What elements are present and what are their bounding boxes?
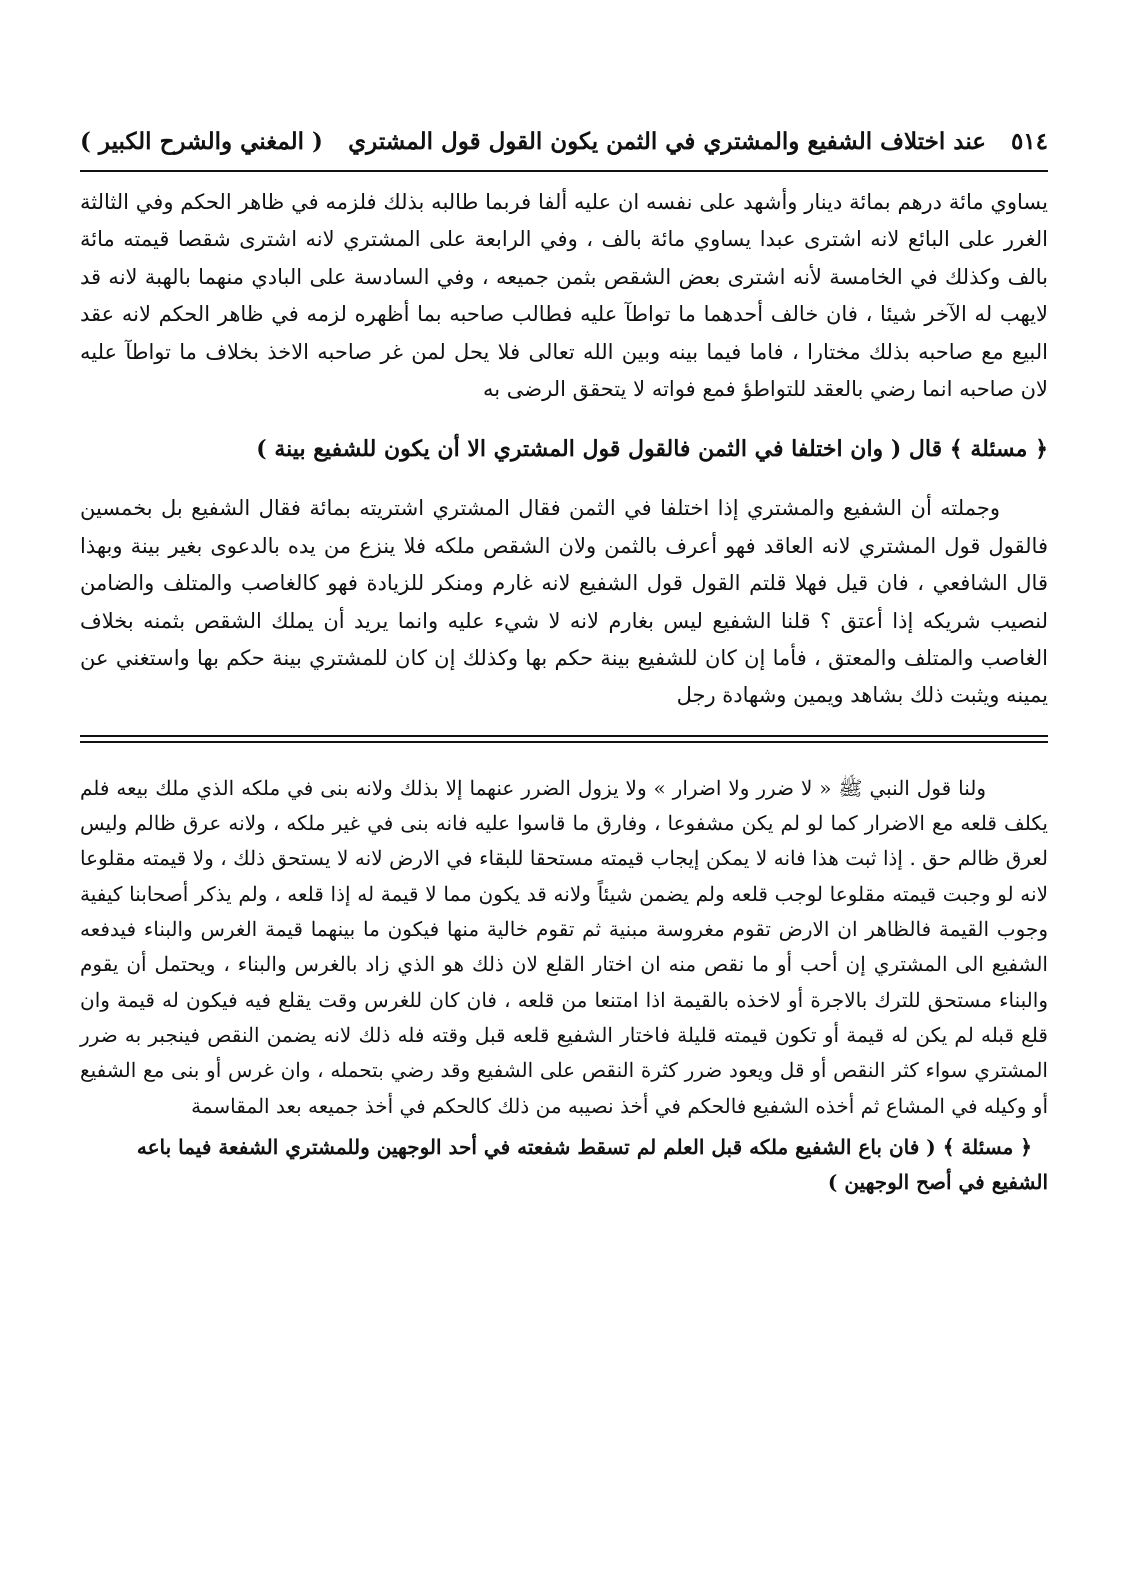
book-page (80, 118, 1048, 1200)
commentary-issue (80, 1130, 1048, 1201)
page-header (80, 118, 1048, 166)
book-title: ( المغني والشرح الكبير ) (80, 128, 323, 155)
main-paragraph-2 (80, 490, 1048, 714)
section-title: عند اختلاف الشفيع والمشتري في الثمن يكون القول قول المشتري (348, 128, 986, 155)
issue-heading: ﴿ مسئلة ﴾ قال ( وان اختلفا في الثمن فالقول قول المشتري الا أن يكون للشفيع بينة ) (256, 436, 1048, 463)
page-number: ٥١٤ (1010, 128, 1048, 155)
footnote-divider (80, 735, 1048, 743)
commentary-paragraph-text: ولنا قول النبي ﷺ « لا ضرر ولا اضرار » ولا يزول الضرر عنهما إلا بذلك ولانه بنى في ملكه الذي ملك بيعه فلم يكلف قلعه مع الاضرار كما لو لم يكن مشفوعا ، وفارق ما قاسوا عليه فانه بنى في غير ملكه ، ولانه عرق ظالم وليس لعرق ظالم حق . إذا ثبت هذا فانه لا يمكن إيجاب قيمته مستحقا للبقاء في الارض لانه لا يستحق ذلك ، ولا قيمته مقلوعا لانه لو وجبت قيمته مقلوعا لوجب قلعه ولم يضمن شيئاً ولانه قد يكون مما لا قيمة له إذا قلعه ، ولم يذكر أصحابنا كيفية وجوب القيمة فالظاهر ان الارض تقوم مغروسة مبنية ثم تقوم خالية منها فيكون ما بينهما قيمة الغرس والبناء فيدفعه الشفيع الى المشتري إن أحب أو ما نقص منه ان اختار القلع لان ذلك هو الذي زاد بالغرس والبناء ، ويحتمل أن يقوم والبناء مستحق للترك بالاجرة أو لاخذه بالقيمة اذا امتنعا من قلعه ، فان كان للغرس وقت يقلع فيه فيكون له قيمة وان قلع قبله لم يكن له قيمة أو تكون قيمته قليلة فاختار الشفيع قلعه قبل وقته فله ذلك لانه يضمن النقص فينجبر به ضرر المشتري سواء كثر النقص أو قل ويعود ضرر كثرة النقص على الشفيع وقد رضي بتحمله ، وان غرس أو بنى مع الشفيع أو وكيله في المشاع ثم أخذه الشفيع فالحكم في أخذ نصيبه من ذلك كالحكم في أخذ جميعه بعد المقاسمة (80, 775, 1049, 1118)
commentary-paragraph (80, 771, 1048, 1124)
header-divider (80, 170, 1048, 172)
commentary-issue-text: ﴿ مسئلة ﴾ ( فان باع الشفيع ملكه قبل العلم لم تسقط شفعته في أحد الوجهين وللمشتري الشفعة فيما باعه الشفيع في أصح الوجهين ) (136, 1134, 1048, 1195)
main-paragraph-2-text: وجملته أن الشفيع والمشتري إذا اختلفا في الثمن فقال المشتري اشتريته بمائة فقال الشفيع بل بخمسين فالقول قول المشتري لانه العاقد فهو أعرف بالثمن ولان الشقص ملكه فلا ينزع من يده بالدعوى بغير بينة وبهذا قال الشافعي ، فان قيل فهلا قلتم القول قول الشفيع لانه غارم ومنكر للزيادة فهو كالغاصب والمتلف والضامن لنصيب شريكه إذا أعتق ؟ قلنا الشفيع ليس بغارم لانه لا شيء عليه وانما يريد أن يملك الشقص بثمنه بخلاف الغاصب والمتلف والمعتق ، فأما إن كان للشفيع بينة حكم بها وكذلك إن كان للمشتري بينة حكم بها واستغني عن يمينه ويثبت ذلك بشاهد ويمين وشهادة رجل (80, 496, 1048, 708)
main-paragraph-1: يساوي مائة درهم بمائة دينار وأشهد على نفسه ان عليه ألفا فربما طالبه بذلك فلزمه في ظاهر الحكم وفي الثالثة الغرر على البائع لانه اشترى عبدا يساوي مائة بالف ، وفي الرابعة على المشتري لانه اشترى شقصا قيمته مائة بالف وكذلك في الخامسة لأنه اشترى بعض الشقص بثمن جميعه ، وفي السادسة على البادي منهما بالهبة لانه قد لايهب له الآخر شيئا ، فان خالف أحدهما ما تواطآ عليه فطالب صاحبه بما أظهره لزمه في ظاهر الحكم لانه عقد البيع مع صاحبه بذلك مختارا ، فاما فيما بينه وبين الله تعالى فلا يحل لمن غر صاحبه الاخذ بخلاف ما تواطآ عليه لان صاحبه انما رضي بالعقد للتواطؤ فمع فواته لا يتحقق الرضى به (80, 190, 1048, 402)
